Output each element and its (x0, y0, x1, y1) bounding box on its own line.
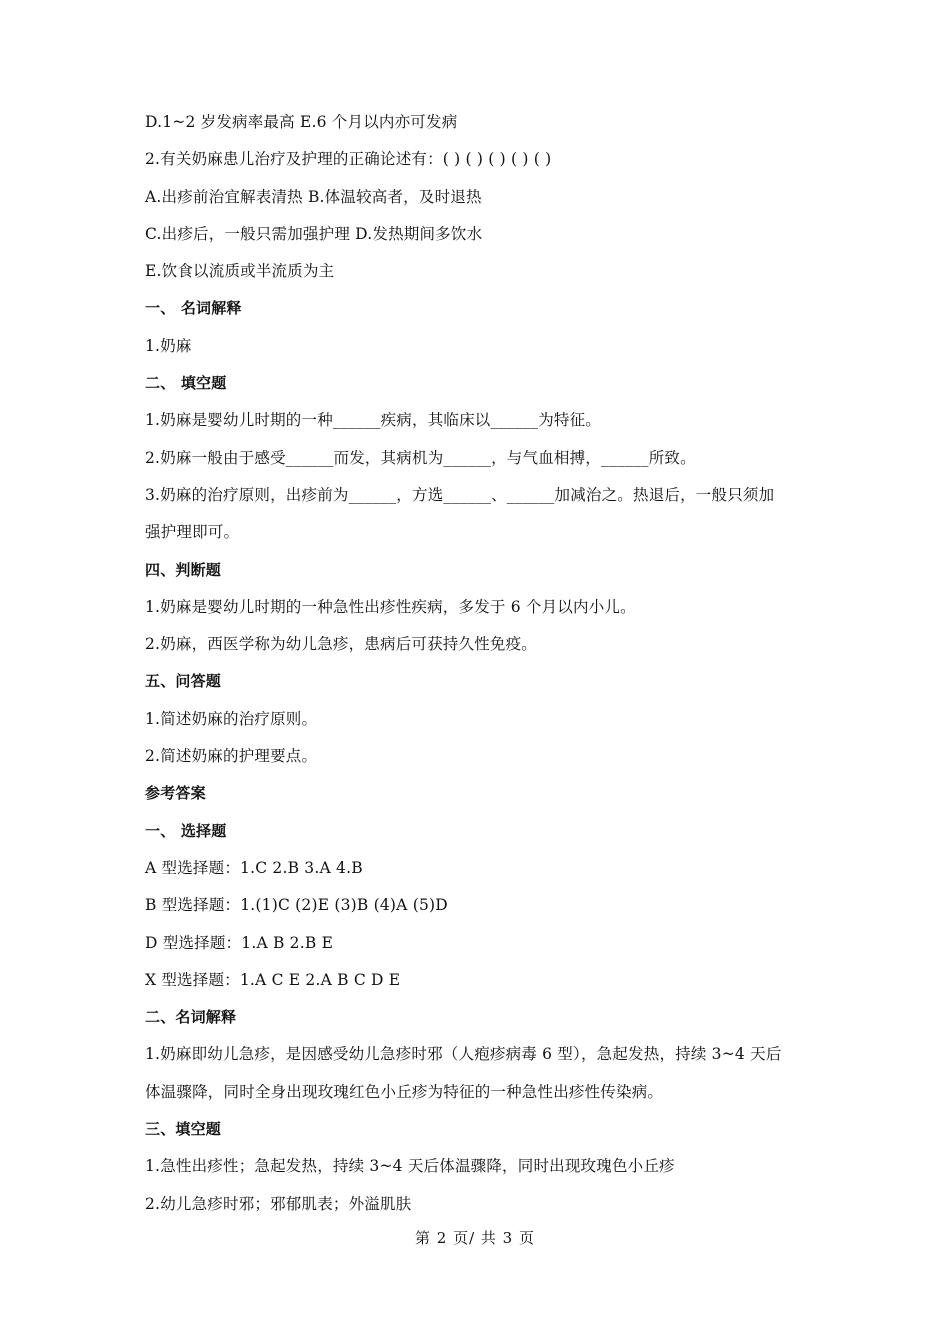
text-line: B 型选择题：1.(1)C (2)E (3)B (4)A (5)D (145, 896, 448, 915)
document-body (145, 104, 815, 1223)
page-footer: 第 2 页/ 共 3 页 (415, 1229, 535, 1247)
section-heading: 一、 选择题 (145, 821, 227, 840)
text-line: 强护理即可。 (145, 523, 240, 542)
text-line: 2.奶麻一般由于感受______而发，其病机为______，与气血相搏，______所致。 (145, 448, 696, 467)
text-line: A.出疹前治宜解表清热 B.体温较高者，及时退热 (145, 187, 482, 206)
text-line: 体温骤降，同时全身出现玫瑰红色小丘疹为特征的一种急性出疹性传染病。 (145, 1082, 664, 1101)
text-line: 2.简述奶麻的护理要点。 (145, 747, 318, 766)
text-line: 1.奶麻是婴幼儿时期的一种______疾病，其临床以______为特征。 (145, 411, 601, 430)
text-line: 3.奶麻的治疗原则，出疹前为______，方选______、______加减治之。热退后，一般只须加 (145, 485, 775, 504)
text-line: A 型选择题：1.C 2.B 3.A 4.B (145, 858, 363, 877)
text-line: 2.有关奶麻患儿治疗及护理的正确论述有：( ) ( ) ( ) ( ) ( ) (145, 150, 552, 169)
section-heading: 二、 填空题 (145, 374, 227, 393)
section-heading: 一、 名词解释 (145, 299, 242, 318)
text-line: 1.奶麻是婴幼儿时期的一种急性出疹性疾病，多发于 6 个月以内小儿。 (145, 597, 636, 616)
section-heading: 参考答案 (145, 784, 206, 803)
section-heading: 四、判断题 (145, 560, 222, 579)
section-heading: 二、名词解释 (145, 1008, 237, 1027)
section-heading: 五、问答题 (145, 672, 222, 691)
section-heading: 三、填空题 (145, 1120, 222, 1139)
text-line: 2.幼儿急疹时邪；邪郁肌表；外溢肌肤 (145, 1194, 412, 1213)
text-line: E.饮食以流质或半流质为主 (145, 262, 335, 281)
text-line: 1.奶麻即幼儿急疹，是因感受幼儿急疹时邪（人疱疹病毒 6 型），急起发热，持续 3~4 天后 (145, 1045, 782, 1064)
text-line: 1.急性出疹性；急起发热，持续 3~4 天后体温骤降，同时出现玫瑰色小丘疹 (145, 1157, 675, 1176)
text-line: D.1~2 岁发病率最高 E.6 个月以内亦可发病 (145, 113, 458, 131)
text-line: C.出疹后，一般只需加强护理 D.发热期间多饮水 (145, 224, 483, 243)
text-line: D 型选择题：1.A B 2.B E (145, 933, 334, 952)
text-line: X 型选择题：1.A C E 2.A B C D E (145, 970, 401, 989)
text-line: 2.奶麻，西医学称为幼儿急疹，患病后可获持久性免疫。 (145, 635, 537, 654)
text-line: 1.奶麻 (145, 336, 192, 355)
text-line: 1.简述奶麻的治疗原则。 (145, 709, 318, 728)
